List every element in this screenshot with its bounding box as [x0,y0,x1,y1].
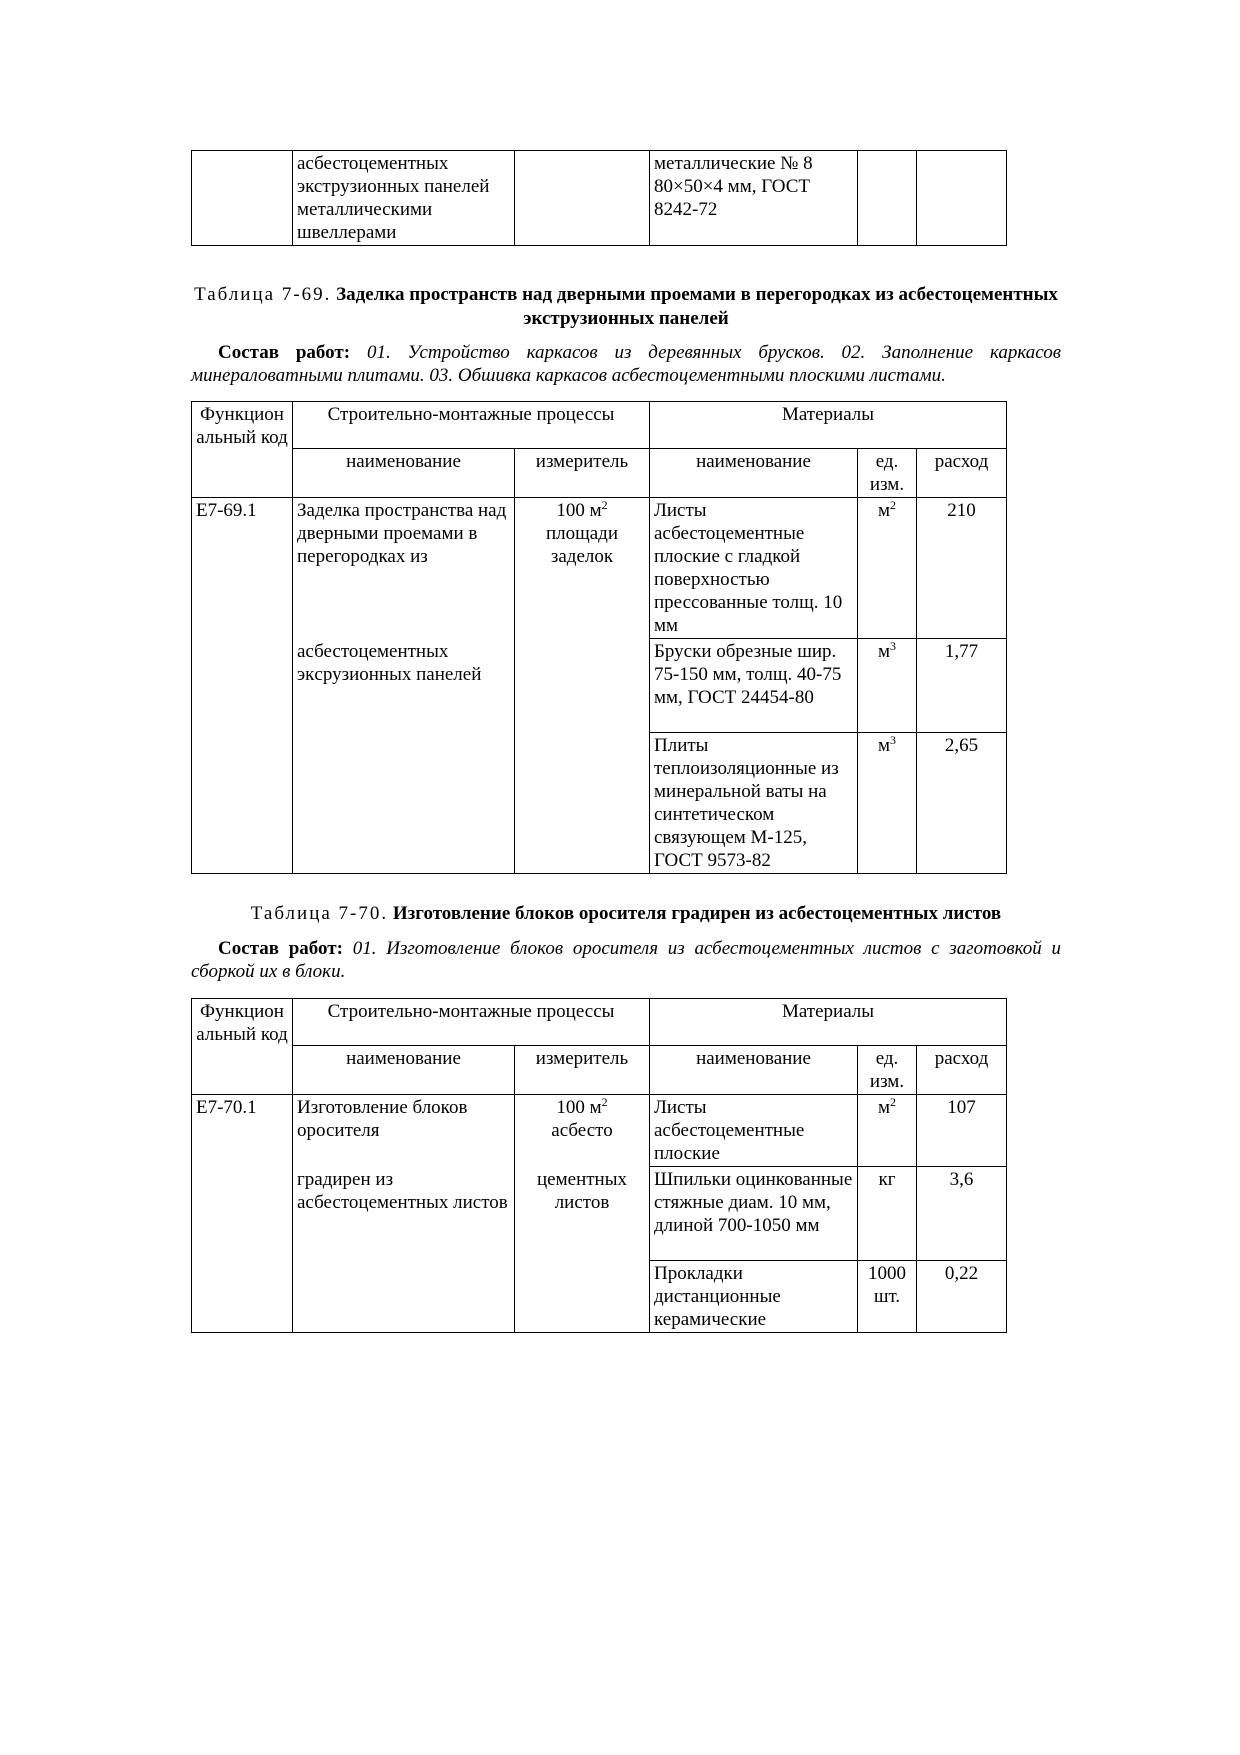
header-mat-name: наименование [650,1046,858,1095]
unit-sup: 3 [890,733,897,747]
measure-text: площади заделок [545,523,619,567]
header-code: Функцион альный код [192,999,293,1095]
material-qty: 0,22 [917,1261,1007,1333]
cont-unit-cell [858,151,917,246]
table70-work-label: Состав работ: [218,938,343,959]
row-code: Е7-70.1 [192,1095,293,1333]
table-row [192,1095,1007,1167]
material-unit [858,639,917,733]
header-mat-name: наименование [650,449,858,498]
material-qty: 107 [917,1095,1007,1167]
header-unit: ед. изм. [858,1046,917,1095]
measure-value: 100 м [556,500,602,521]
table69-work-text: 01. Устройство каркасов из деревянных брусков. 02. Заполнение каркасов минераловатными плитами. 03. Обшивка каркасов асбестоцементными плоскими листами. [191,342,1061,386]
row-measure-part2: цементных листов [515,1167,650,1261]
table70 [191,998,1007,1333]
table69-work [191,341,1061,387]
header-code: Функцион альный код [192,402,293,498]
table70-work [191,937,1061,983]
row-name-part1: Изготовление блоков оросителя [293,1095,515,1167]
row-name-part2: градирен из асбестоцементных листов [293,1167,515,1261]
unit-text: м [877,735,891,756]
header-measure: измеритель [515,1046,650,1095]
material-unit [858,1095,917,1167]
row-name-empty [293,733,515,874]
table70-work-text: 01. Изготовление блоков оросителя из асбестоцементных листов с заготовкой и сборкой их в блоки. [191,938,1061,982]
unit-sup: 2 [890,498,897,512]
row-name-part1: Заделка пространства над дверными проемами в перегородках из [293,498,515,639]
material-name: Прокладки дистанционные керамические [650,1261,858,1333]
row-code: Е7-69.1 [192,498,293,874]
material-name: Шпильки оцинкованные стяжные диам. 10 мм, длиной 700-1050 мм [650,1167,858,1261]
material-qty: 210 [917,498,1007,639]
header-unit: ед. изм. [858,449,917,498]
table69-title-text: Заделка пространств над дверными проемами в перегородках из асбестоцементных экструзионных панелей [336,284,1058,329]
cont-name-cell: асбестоцементных экструзионных панелей металлическими швеллерами [293,151,515,246]
table70-title [191,902,1061,926]
unit-text: кг [878,1169,896,1190]
table70-label: Таблица 7-70. [250,903,389,924]
measure-sup: 2 [601,498,608,512]
unit-sup: 3 [890,639,897,653]
material-unit [858,498,917,639]
table69-label: Таблица 7-69. [194,284,332,305]
material-qty: 2,65 [917,733,1007,874]
table70-title-text: Изготовление блоков оросителя градирен из асбестоцементных листов [392,903,1002,924]
cont-measure-cell [515,151,650,246]
table69 [191,401,1007,874]
header-consumption: расход [917,1046,1007,1095]
row-name-part2: асбестоцементных экcрузионных панелей [293,639,515,733]
table69-title [191,283,1061,331]
material-qty: 3,6 [917,1167,1007,1261]
material-unit [858,1167,917,1261]
header-processes: Строительно-монтажные процессы [293,402,650,449]
table-row [192,1261,1007,1333]
header-name: наименование [293,449,515,498]
material-unit [858,1261,917,1333]
header-materials: Материалы [650,402,1007,449]
cont-material-cell: металлические № 8 80×50×4 мм, ГОСТ 8242-72 [650,151,858,246]
unit-text: 1000 шт. [868,1263,906,1307]
material-name: Листы асбестоцементные плоские с гладкой поверхностью прессованные толщ. 10 мм [650,498,858,639]
cont-qty-cell [917,151,1007,246]
material-unit [858,733,917,874]
row-name-empty [293,1261,515,1333]
unit-sup: 2 [890,1095,897,1109]
unit-text: м [877,1097,891,1118]
row-measure [515,498,650,874]
measure-sup: 2 [601,1095,608,1109]
header-name: наименование [293,1046,515,1095]
unit-text: м [877,641,891,662]
material-name: Бруски обрезные шир. 75-150 мм, толщ. 40-75 мм, ГОСТ 24454-80 [650,639,858,733]
header-measure: измеритель [515,449,650,498]
cont-code-cell [192,151,293,246]
row-measure-part1 [515,1095,650,1167]
unit-text: м [877,500,891,521]
material-name: Листы асбестоцементные плоские [650,1095,858,1167]
header-materials: Материалы [650,999,1007,1046]
material-qty: 1,77 [917,639,1007,733]
table69-work-label: Состав работ: [218,342,351,363]
table-row [192,1167,1007,1261]
row-measure-empty [515,1261,650,1333]
header-processes: Строительно-монтажные процессы [293,999,650,1046]
material-name: Плиты теплоизоляционные из минеральной ваты на синтетическом связующем М-125, ГОСТ 9573-82 [650,733,858,874]
measure-text: асбесто [551,1120,613,1141]
table-row [192,498,1007,639]
header-consumption: расход [917,449,1007,498]
measure-value: 100 м [556,1097,602,1118]
continuation-table [191,150,1007,246]
